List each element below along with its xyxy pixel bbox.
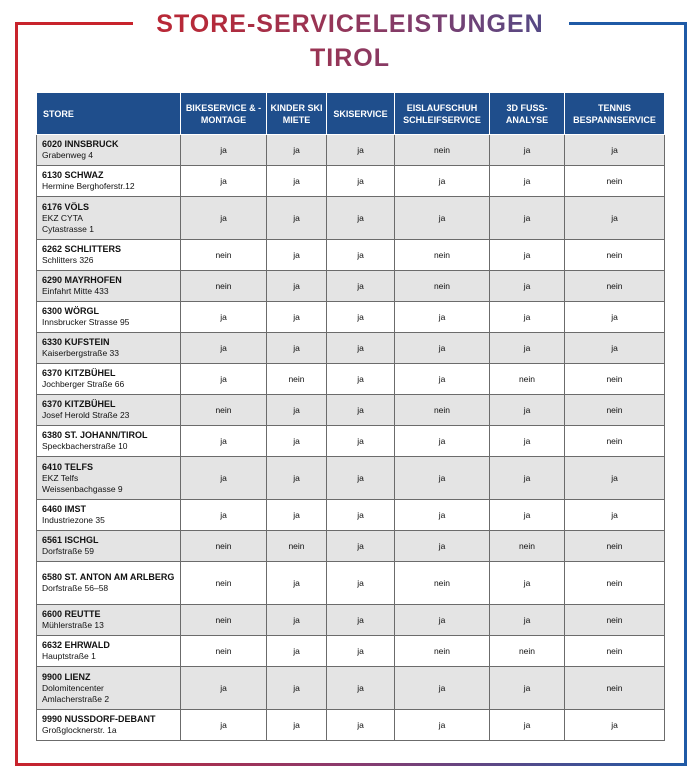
column-header-eislaufschuh: EISLAUFSCHUH SCHLEIFSERVICE: [395, 93, 490, 135]
store-name: 6561 ISCHGL: [42, 535, 99, 545]
column-header-store: STORE: [37, 93, 181, 135]
service-value-cell: ja: [181, 135, 267, 166]
store-cell: [37, 636, 181, 667]
service-value-cell: ja: [181, 166, 267, 197]
store-address-line: Dorfstraße 59: [42, 546, 94, 556]
store-cell: [37, 562, 181, 605]
service-value-cell: nein: [565, 531, 665, 562]
service-value-cell: ja: [490, 135, 565, 166]
store-cell: [37, 531, 181, 562]
service-value-cell: ja: [327, 364, 395, 395]
table-row: [37, 636, 665, 667]
service-value-cell: nein: [565, 426, 665, 457]
store-address-line: Hermine Berghoferstr.12: [42, 181, 135, 191]
table-row: [37, 710, 665, 741]
store-name: 6370 KITZBÜHEL: [42, 368, 116, 378]
service-value-cell: ja: [181, 197, 267, 240]
service-value-cell: ja: [327, 166, 395, 197]
table-row: [37, 500, 665, 531]
store-name: 6290 MAYRHOFEN: [42, 275, 122, 285]
service-value-cell: ja: [267, 562, 327, 605]
store-cell: [37, 605, 181, 636]
service-value-cell: ja: [267, 135, 327, 166]
store-address-line: Innsbrucker Strasse 95: [42, 317, 130, 327]
service-value-cell: ja: [395, 605, 490, 636]
store-cell: [37, 197, 181, 240]
store-address-line: Dolomitencenter: [42, 682, 104, 693]
service-value-cell: ja: [565, 333, 665, 364]
service-value-cell: ja: [490, 197, 565, 240]
column-header-bikeservice: BIKESERVICE & -MONTAGE: [181, 93, 267, 135]
service-value-cell: ja: [490, 302, 565, 333]
service-value-cell: ja: [181, 667, 267, 710]
service-value-cell: nein: [490, 364, 565, 395]
store-address-line: EKZ CYTA: [42, 212, 83, 223]
store-name: 9900 LIENZ: [42, 671, 91, 682]
service-value-cell: nein: [565, 395, 665, 426]
service-value-cell: ja: [181, 333, 267, 364]
store-name: 6020 INNSBRUCK: [42, 139, 119, 149]
store-address-line: Schlitters 326: [42, 255, 94, 265]
store-address-line: Speckbacherstraße 10: [42, 441, 128, 451]
service-value-cell: ja: [267, 395, 327, 426]
page-title: STORE-SERVICELEISTUNGEN: [0, 10, 700, 38]
page-subtitle: TIROL: [0, 44, 700, 72]
service-value-cell: ja: [490, 562, 565, 605]
service-value-cell: ja: [395, 333, 490, 364]
service-value-cell: ja: [395, 457, 490, 500]
service-value-cell: nein: [395, 135, 490, 166]
service-value-cell: ja: [267, 333, 327, 364]
store-name: 6460 IMST: [42, 504, 87, 514]
service-value-cell: ja: [181, 302, 267, 333]
store-address-line: Industriezone 35: [42, 515, 105, 525]
store-cell: [37, 302, 181, 333]
store-address-line: EKZ Telfs: [42, 472, 79, 483]
table-row: [37, 531, 665, 562]
store-cell: [37, 457, 181, 500]
service-value-cell: nein: [395, 636, 490, 667]
service-value-cell: ja: [395, 364, 490, 395]
store-cell: [37, 271, 181, 302]
store-name: 6632 EHRWALD: [42, 640, 110, 650]
service-value-cell: nein: [395, 271, 490, 302]
service-value-cell: ja: [267, 271, 327, 302]
service-value-cell: ja: [327, 395, 395, 426]
service-value-cell: ja: [267, 457, 327, 500]
service-value-cell: nein: [395, 240, 490, 271]
frame-left-border: [15, 22, 18, 766]
service-value-cell: nein: [565, 240, 665, 271]
column-header-skiservice: SKISERVICE: [327, 93, 395, 135]
column-header-kinder-ski-miete: KINDER SKI MIETE: [267, 93, 327, 135]
table-row: [37, 166, 665, 197]
service-value-cell: ja: [267, 710, 327, 741]
table-row: [37, 395, 665, 426]
service-value-cell: ja: [267, 240, 327, 271]
store-name: 6176 VÖLS: [42, 201, 90, 212]
service-value-cell: ja: [267, 197, 327, 240]
service-value-cell: nein: [181, 395, 267, 426]
store-name: 6580 ST. ANTON AM ARLBERG: [42, 572, 175, 582]
service-value-cell: nein: [267, 531, 327, 562]
service-value-cell: ja: [490, 240, 565, 271]
table-row: [37, 197, 665, 240]
service-value-cell: ja: [327, 636, 395, 667]
store-address-line: Einfahrt Mitte 433: [42, 286, 109, 296]
service-value-cell: ja: [267, 302, 327, 333]
service-value-cell: ja: [181, 457, 267, 500]
service-value-cell: nein: [565, 605, 665, 636]
service-value-cell: ja: [395, 426, 490, 457]
store-name: 6410 TELFS: [42, 461, 94, 472]
service-value-cell: ja: [327, 135, 395, 166]
service-value-cell: ja: [181, 426, 267, 457]
frame-right-border: [684, 22, 687, 766]
store-cell: [37, 135, 181, 166]
store-address-line: Grabenweg 4: [42, 150, 94, 160]
store-address-line: Cytastrasse 1: [42, 223, 94, 234]
service-value-cell: nein: [565, 166, 665, 197]
service-value-cell: ja: [395, 197, 490, 240]
service-value-cell: ja: [490, 710, 565, 741]
service-value-cell: ja: [327, 426, 395, 457]
store-cell: [37, 710, 181, 741]
store-cell: [37, 426, 181, 457]
service-value-cell: ja: [565, 457, 665, 500]
service-value-cell: ja: [490, 667, 565, 710]
service-value-cell: ja: [327, 302, 395, 333]
service-value-cell: ja: [267, 166, 327, 197]
service-value-cell: nein: [395, 395, 490, 426]
store-name: 6130 SCHWAZ: [42, 170, 104, 180]
store-name: 6380 ST. JOHANN/TIROL: [42, 430, 148, 440]
service-value-cell: ja: [565, 197, 665, 240]
service-value-cell: ja: [267, 605, 327, 636]
service-value-cell: ja: [490, 605, 565, 636]
service-value-cell: ja: [327, 271, 395, 302]
service-value-cell: nein: [181, 240, 267, 271]
service-value-cell: nein: [267, 364, 327, 395]
service-value-cell: nein: [395, 562, 490, 605]
service-value-cell: ja: [181, 500, 267, 531]
table-row: [37, 667, 665, 710]
store-cell: [37, 667, 181, 710]
service-value-cell: ja: [395, 302, 490, 333]
table-row: [37, 364, 665, 395]
table-row: [37, 302, 665, 333]
service-value-cell: ja: [267, 636, 327, 667]
table-body: [37, 135, 665, 741]
service-value-cell: ja: [490, 271, 565, 302]
service-value-cell: ja: [490, 333, 565, 364]
service-value-cell: ja: [327, 710, 395, 741]
store-address-line: Hauptstraße 1: [42, 651, 96, 661]
service-value-cell: ja: [327, 605, 395, 636]
store-cell: [37, 240, 181, 271]
store-address-line: Jochberger Straße 66: [42, 379, 125, 389]
service-value-cell: nein: [181, 531, 267, 562]
frame-bottom-border: [15, 763, 687, 766]
store-cell: [37, 500, 181, 531]
service-value-cell: nein: [565, 636, 665, 667]
service-value-cell: ja: [395, 667, 490, 710]
service-value-cell: ja: [395, 531, 490, 562]
service-value-cell: ja: [565, 302, 665, 333]
store-name: 6300 WÖRGL: [42, 306, 100, 316]
service-value-cell: ja: [490, 166, 565, 197]
table-row: [37, 457, 665, 500]
service-value-cell: nein: [181, 271, 267, 302]
store-cell: [37, 395, 181, 426]
service-value-cell: ja: [565, 135, 665, 166]
store-name: 6330 KUFSTEIN: [42, 337, 110, 347]
service-value-cell: ja: [327, 562, 395, 605]
service-value-cell: ja: [395, 500, 490, 531]
column-header-3d-fuss-analyse: 3D FUSS-ANALYSE: [490, 93, 565, 135]
store-address-line: Mühlerstraße 13: [42, 620, 104, 630]
store-address-line: Dorfstraße 56–58: [42, 583, 109, 593]
service-value-cell: ja: [181, 710, 267, 741]
table-row: [37, 135, 665, 166]
table-row: [37, 562, 665, 605]
service-value-cell: ja: [327, 333, 395, 364]
service-value-cell: ja: [327, 500, 395, 531]
table-row: [37, 426, 665, 457]
service-value-cell: nein: [565, 364, 665, 395]
service-value-cell: ja: [490, 426, 565, 457]
table-row: [37, 240, 665, 271]
service-value-cell: nein: [490, 531, 565, 562]
store-cell: [37, 364, 181, 395]
service-value-cell: ja: [327, 457, 395, 500]
store-name: 6262 SCHLITTERS: [42, 244, 122, 254]
store-address-line: Amlacherstraße 2: [42, 693, 110, 704]
table-row: [37, 333, 665, 364]
service-value-cell: nein: [181, 636, 267, 667]
service-value-cell: ja: [181, 364, 267, 395]
service-value-cell: ja: [327, 667, 395, 710]
store-name: 9990 NUSSDORF-DEBANT: [42, 714, 156, 724]
column-header-tennis: TENNIS BESPANNSERVICE: [565, 93, 665, 135]
service-value-cell: ja: [267, 500, 327, 531]
store-name: 6370 KITZBÜHEL: [42, 399, 116, 409]
service-value-cell: ja: [490, 500, 565, 531]
service-value-cell: ja: [327, 197, 395, 240]
service-value-cell: ja: [565, 500, 665, 531]
service-value-cell: ja: [490, 395, 565, 426]
store-cell: [37, 333, 181, 364]
service-value-cell: nein: [565, 271, 665, 302]
store-address-line: Weissenbachgasse 9: [42, 483, 123, 494]
table-row: [37, 605, 665, 636]
table-row: [37, 271, 665, 302]
store-name: 6600 REUTTE: [42, 609, 101, 619]
service-value-cell: nein: [181, 562, 267, 605]
service-value-cell: nein: [565, 667, 665, 710]
service-value-cell: ja: [267, 667, 327, 710]
service-value-cell: ja: [267, 426, 327, 457]
service-value-cell: ja: [327, 531, 395, 562]
service-value-cell: ja: [327, 240, 395, 271]
store-cell: [37, 166, 181, 197]
service-value-cell: ja: [395, 710, 490, 741]
service-value-cell: nein: [181, 605, 267, 636]
service-table: [36, 92, 665, 741]
table-header-row: [37, 93, 665, 135]
store-address-line: Großglocknerstr. 1a: [42, 725, 117, 735]
service-value-cell: nein: [565, 562, 665, 605]
service-value-cell: nein: [490, 636, 565, 667]
store-address-line: Kaiserbergstraße 33: [42, 348, 120, 358]
service-value-cell: ja: [395, 166, 490, 197]
service-value-cell: ja: [490, 457, 565, 500]
service-value-cell: ja: [565, 710, 665, 741]
store-address-line: Josef Herold Straße 23: [42, 410, 130, 420]
